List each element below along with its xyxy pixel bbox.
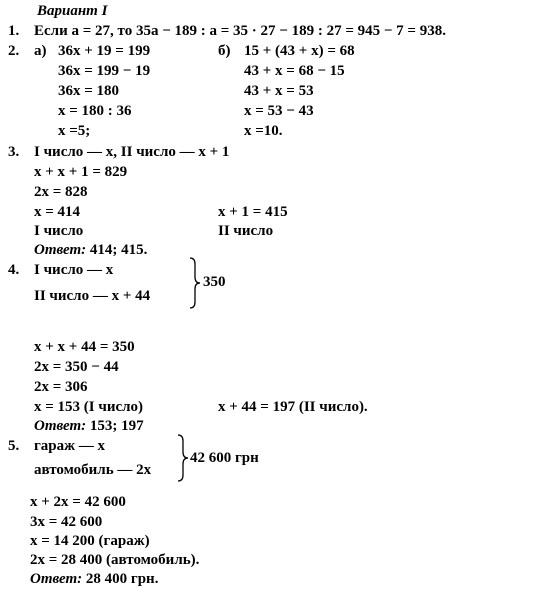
answer-line [34, 241, 147, 259]
system-total: 350 [203, 274, 226, 290]
equation-line: x + 1 = 415 [218, 204, 288, 220]
equation-line: 43 + x = 68 − 15 [244, 63, 345, 79]
equation-line: x =10. [244, 123, 283, 139]
equation-line: x + x + 44 = 350 [34, 339, 135, 355]
system-total: 42 600 грн [190, 450, 259, 466]
problem-number: 5. [8, 438, 20, 454]
system-line: автомобиль — 2x [34, 462, 152, 478]
equation-line: 2x = 828 [34, 184, 88, 200]
answer-value: 28 400 грн. [85, 571, 159, 587]
answer-value: 153; 197 [89, 418, 144, 434]
system-line: II число — x + 44 [34, 288, 151, 304]
equation-line: 2x = 28 400 (автомобиль). [30, 552, 200, 568]
equation-line: x = 414 [34, 204, 81, 220]
equation-line: 3x = 42 600 [30, 514, 103, 530]
answer-label: Ответ: [34, 242, 87, 258]
curly-brace-icon [176, 433, 190, 483]
part-b-label: б) [218, 43, 231, 59]
page-title: Вариант I [37, 3, 108, 19]
problem-number: 1. [8, 23, 20, 39]
problem-number: 2. [8, 43, 20, 59]
problem-number: 4. [8, 262, 20, 278]
equation-line: 43 + x = 53 [244, 83, 314, 99]
equation-line: x + 2x = 42 600 [30, 494, 126, 510]
problem-1-text: Если a = 27, то 35a − 189 : a = 35 · 27 − 189 : 27 = 945 − 7 = 938. [34, 23, 446, 39]
system-line: гараж — x [34, 438, 106, 454]
problem-number: 3. [8, 144, 20, 160]
problem-3-setup: I число — x, II число — x + 1 [34, 144, 230, 160]
label-line: II число [218, 223, 274, 239]
equation-line: x + x + 1 = 829 [34, 164, 128, 180]
equation-line: 2x = 306 [34, 379, 88, 395]
equation-line: x = 14 200 (гараж) [30, 533, 150, 549]
answer-line [34, 417, 144, 435]
label-line: I число [34, 223, 84, 239]
equation-line: x = 53 − 43 [244, 103, 314, 119]
equation-line: 2x = 350 − 44 [34, 359, 119, 375]
answer-line [30, 570, 158, 588]
equation-line: x =5; [58, 123, 91, 139]
equation-line: x + 44 = 197 (II число). [218, 399, 368, 415]
equation-line: 36x = 180 [58, 83, 120, 99]
answer-label: Ответ: [34, 418, 87, 434]
equation-line: x = 180 : 36 [58, 103, 132, 119]
curly-brace-icon [188, 256, 202, 310]
equation-line: 36x = 199 − 19 [58, 63, 151, 79]
equation-line: x = 153 (I число) [34, 399, 144, 415]
system-line: I число — x [34, 262, 114, 278]
equation-line: 15 + (43 + x) = 68 [244, 43, 355, 59]
answer-value: 414; 415. [89, 242, 148, 258]
equation-line: 36x + 19 = 199 [58, 43, 151, 59]
part-a-label: а) [34, 43, 47, 59]
answer-label: Ответ: [30, 571, 83, 587]
